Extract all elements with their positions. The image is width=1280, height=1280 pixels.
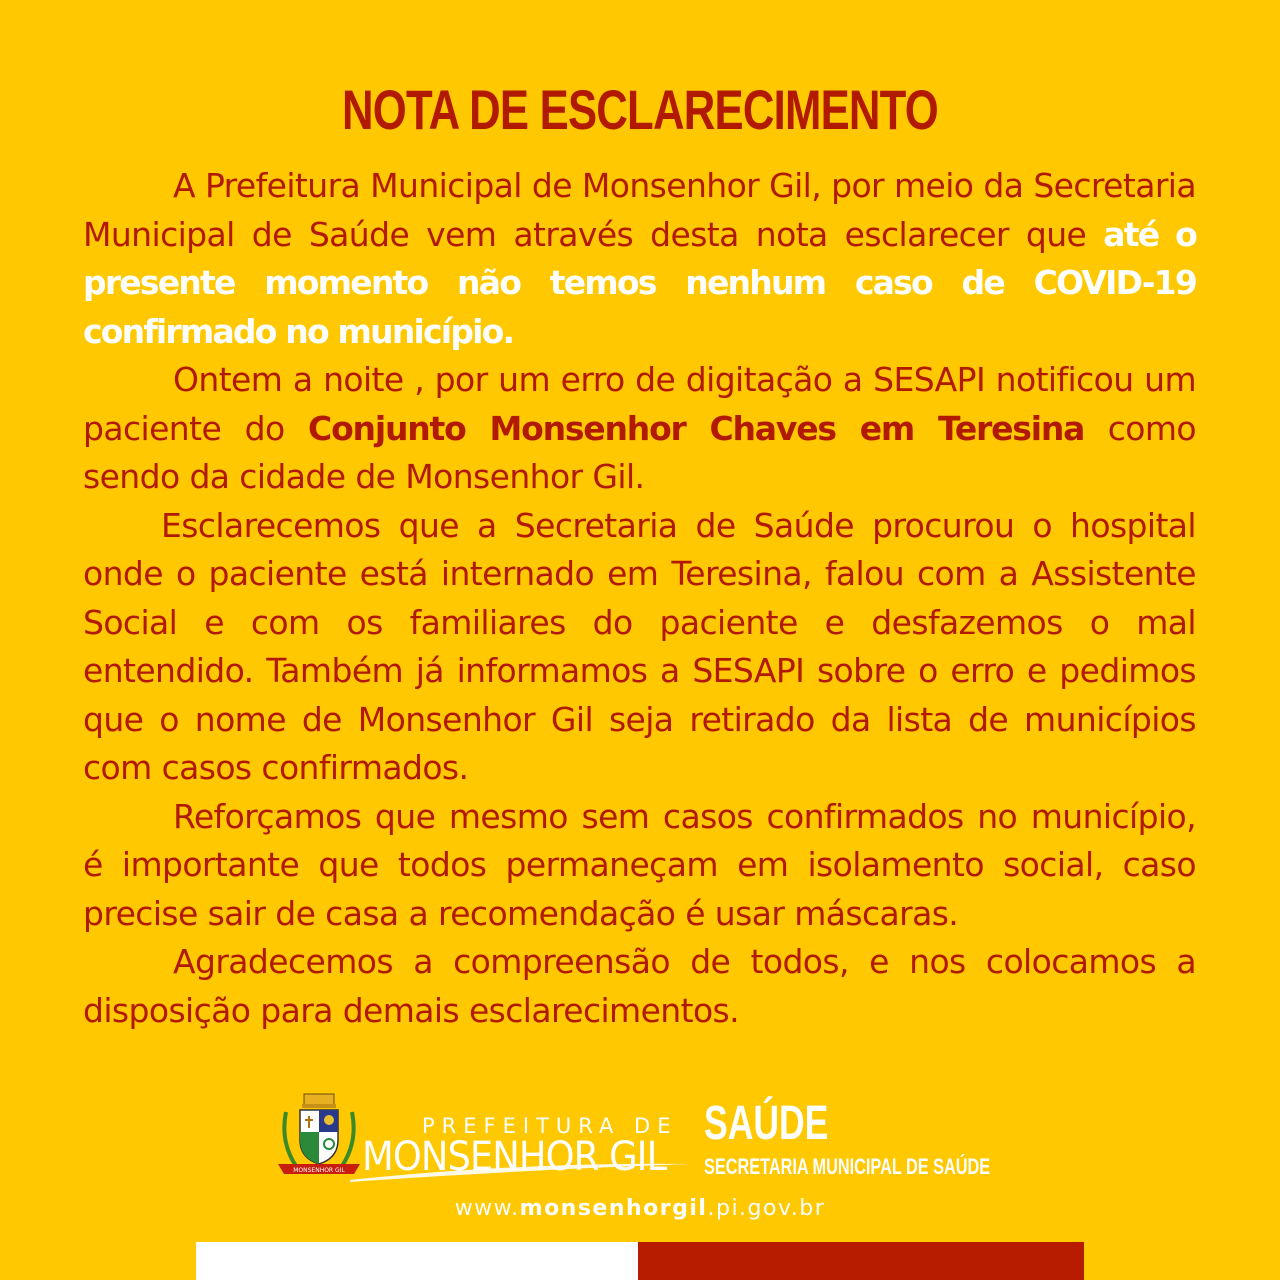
website-link[interactable] (0, 1196, 1280, 1221)
footer-bar-red (638, 1242, 1084, 1280)
page-title: NOTA DE ESCLARECIMENTO (341, 78, 938, 141)
swoosh-decoration-icon (350, 1158, 690, 1182)
paragraph-5: Agradecemos a compreensão de todos, e nos colocamos a disposição para demais esclarecimentos. (83, 942, 1196, 1030)
saude-logo-title: SAÚDE (704, 1097, 829, 1150)
city-name-logo: MONSENHOR GIL (362, 1134, 667, 1180)
svg-text:MONSENHOR GIL: MONSENHOR GIL (293, 1167, 345, 1174)
footer-bar-white (196, 1242, 638, 1280)
prefeitura-label: PREFEITURA DE (422, 1114, 678, 1138)
highlight-location: Conjunto Monsenhor Chaves em Teresina (308, 408, 1085, 448)
paragraph-1-text: A Prefeitura Municipal de Monsenhor Gil, por meio da Secretaria Municipal de Saúde vem através desta nota esclarecer que (83, 166, 1196, 254)
website-prefix: www. (454, 1196, 520, 1221)
paragraph-3: Esclarecemos que a Secretaria de Saúde procurou o hospital onde o paciente está internado em Teresina, falou com a Assistente Social e com os familiares do paciente e desfazemos o mal entendido. Também já informamos a SESAPI sobre o erro e pedimos que o nome de Monsenhor Gil seja retirado da lista de municípios com casos confirmados. (83, 505, 1196, 787)
paragraph-2 (83, 356, 1196, 502)
paragraph-2-text-after: como sendo da cidade de Monsenhor Gil. (83, 408, 1196, 496)
paragraph-1 (83, 162, 1196, 356)
notice-body (83, 162, 1196, 1035)
website-suffix: .pi.gov.br (707, 1196, 826, 1221)
highlight-no-cases: até o presente momento não temos nenhum caso de COVID-19 confirmado no município. (83, 214, 1196, 351)
saude-logo-subtitle: SECRETARIA MUNICIPAL DE SAÚDE (704, 1154, 991, 1179)
footer-logos (270, 1090, 1030, 1185)
paragraph-4: Reforçamos que mesmo sem casos confirmados no município, é importante que todos permaneçam em isolamento social, caso precise sair de casa a recomendação é usar máscaras. (83, 796, 1196, 933)
paragraph-2-text: Ontem a noite , por um erro de digitação a SESAPI notificou um paciente do (83, 360, 1196, 448)
website-domain: monsenhorgil (519, 1196, 708, 1221)
